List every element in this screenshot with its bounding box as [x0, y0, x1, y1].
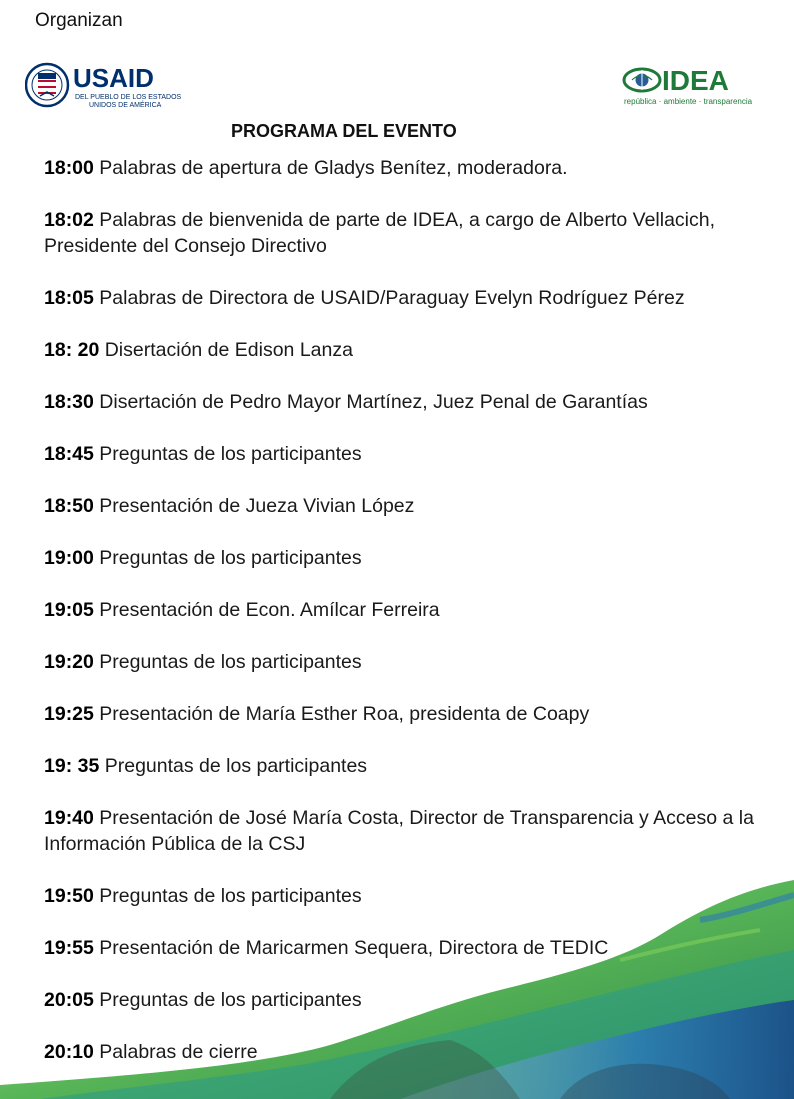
- schedule-item: [44, 207, 764, 259]
- schedule-description: Palabras de cierre: [99, 1041, 258, 1063]
- schedule-time: 19:20: [44, 651, 94, 673]
- schedule-time: 18:02: [44, 209, 94, 231]
- schedule-time: 18:45: [44, 443, 94, 465]
- program-title: PROGRAMA DEL EVENTO: [231, 121, 457, 141]
- schedule-item: [44, 337, 764, 363]
- schedule-time: 18:50: [44, 495, 94, 517]
- schedule-description: Preguntas de los participantes: [99, 989, 362, 1011]
- schedule-item: [44, 649, 764, 675]
- schedule-time: 20:10: [44, 1041, 94, 1063]
- schedule-item: [44, 441, 764, 467]
- schedule-item: [44, 493, 764, 519]
- schedule-item: [44, 753, 764, 779]
- schedule-description: Presentación de María Esther Roa, presidenta de Coapy: [99, 703, 590, 725]
- schedule-time: 19:00: [44, 547, 94, 569]
- schedule-item: [44, 285, 764, 311]
- schedule-time: 18:05: [44, 287, 94, 309]
- schedule-item: [44, 545, 764, 571]
- schedule-description: Preguntas de los participantes: [99, 885, 362, 907]
- schedule-item: [44, 155, 764, 181]
- usaid-tagline-1: DEL PUEBLO DE LOS ESTADOS: [75, 94, 182, 101]
- schedule-description: Preguntas de los participantes: [99, 651, 362, 673]
- schedule-description: Palabras de bienvenida de parte de IDEA, a cargo de Alberto Vellacich, Presidente del Consejo Directivo: [44, 209, 716, 257]
- schedule-time: 18:30: [44, 391, 94, 413]
- schedule-item: [44, 389, 764, 415]
- schedule-time: 18:00: [44, 157, 94, 179]
- schedule-description: Preguntas de los participantes: [99, 547, 362, 569]
- schedule-description: Preguntas de los participantes: [99, 443, 362, 465]
- schedule-description: Preguntas de los participantes: [104, 755, 368, 777]
- schedule-item: [44, 935, 764, 961]
- schedule-time: 19:40: [44, 807, 94, 829]
- schedule-time: 19: 35: [44, 755, 100, 777]
- schedule-item: [44, 701, 764, 727]
- schedule-item: [44, 805, 764, 857]
- schedule-item: [44, 883, 764, 909]
- program-schedule: [44, 155, 764, 1091]
- usaid-wordmark: USAID: [73, 63, 154, 93]
- organizers-label: Organizan: [35, 10, 123, 31]
- schedule-time: 18: 20: [44, 339, 100, 361]
- usaid-tagline-2: UNIDOS DE AMÉRICA: [89, 102, 162, 109]
- schedule-item: [44, 987, 764, 1013]
- usaid-logo: [25, 58, 185, 112]
- schedule-description: Palabras de Directora de USAID/Paraguay Evelyn Rodríguez Pérez: [99, 287, 685, 309]
- idea-tagline: república · ambiente · transparencia: [624, 97, 753, 106]
- schedule-time: 20:05: [44, 989, 94, 1011]
- schedule-time: 19:25: [44, 703, 94, 725]
- schedule-description: Disertación de Pedro Mayor Martínez, Juez Penal de Garantías: [99, 391, 648, 413]
- idea-wordmark: IDEA: [662, 65, 729, 96]
- schedule-description: Presentación de Maricarmen Sequera, Directora de TEDIC: [99, 937, 609, 959]
- schedule-item: [44, 597, 764, 623]
- schedule-description: Palabras de apertura de Gladys Benítez, moderadora.: [99, 157, 568, 179]
- schedule-time: 19:50: [44, 885, 94, 907]
- schedule-time: 19:05: [44, 599, 94, 621]
- schedule-time: 19:55: [44, 937, 94, 959]
- idea-logo: [620, 62, 760, 108]
- schedule-description: Disertación de Edison Lanza: [104, 339, 353, 361]
- schedule-description: Presentación de Jueza Vivian López: [99, 495, 415, 517]
- schedule-description: Presentación de Econ. Amílcar Ferreira: [99, 599, 440, 621]
- schedule-description: Presentación de José María Costa, Director de Transparencia y Acceso a la Información Pública de la CSJ: [44, 807, 754, 855]
- schedule-item: [44, 1039, 764, 1065]
